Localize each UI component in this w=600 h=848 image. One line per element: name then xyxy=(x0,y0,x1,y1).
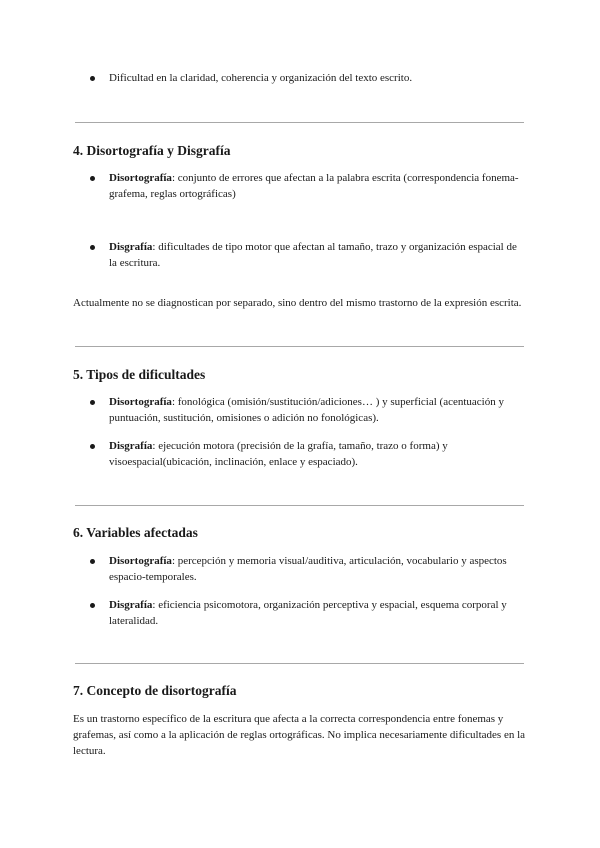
section-4-paragraph: Actualmente no se diagnostican por separado, sino dentro del mismo trastorno de la expresión escrita. xyxy=(73,297,522,309)
bullet-text: : ejecución motora (precisión de la grafía, tamaño, trazo o forma) y visoespacial(ubicación, inclinación, enlace y espaciado). xyxy=(109,440,448,468)
bullet-term: Disortografía xyxy=(109,172,172,184)
section-title-7: 7. Concepto de disortografía xyxy=(73,683,237,698)
section-divider xyxy=(75,346,524,347)
bullet-disortografia-5 xyxy=(109,394,524,426)
bullet-text: : conjunto de errores que afectan a la palabra escrita (correspondencia fonema-grafema, reglas ortográficas) xyxy=(109,172,519,200)
section-divider xyxy=(75,505,524,506)
bullet-disortografia-6 xyxy=(109,553,524,585)
section-title-6: 6. Variables afectadas xyxy=(73,525,198,540)
bullet-term: Disortografía xyxy=(109,396,172,408)
bullet-text: : fonológica (omisión/sustitución/adiciones… ) y superficial (acentuación y puntuación, sustitución, omisiones o adición no fonológicas). xyxy=(109,396,504,424)
bullet-term: Disgrafía xyxy=(109,440,153,452)
bullet-term: Disgrafía xyxy=(109,599,153,611)
section-divider xyxy=(75,663,524,664)
bullet-text: : eficiencia psicomotora, organización perceptiva y espacial, esquema corporal y lateralidad. xyxy=(109,599,507,627)
bullet-term: Disgrafía xyxy=(109,241,153,253)
section-title-5: 5. Tipos de dificultades xyxy=(73,367,206,382)
bullet-disortografia-4 xyxy=(109,170,524,202)
section-7-paragraph: Es un trastorno específico de la escritura que afecta a la correcta correspondencia entre fonemas y grafemas, así como a la aplicación de reglas ortográficas. No implica necesariamente dificultades en la lectura. xyxy=(73,713,526,757)
intro-bullet xyxy=(109,70,524,86)
bullet-term: Disortografía xyxy=(109,555,172,567)
section-divider xyxy=(75,122,524,123)
bullet-disgrafia-5 xyxy=(109,438,524,470)
section-title-4: 4. Disortografía y Disgrafía xyxy=(73,143,231,158)
intro-bullet-text: Dificultad en la claridad, coherencia y organización del texto escrito. xyxy=(109,72,413,84)
bullet-disgrafia-6 xyxy=(109,597,524,629)
bullet-text: : percepción y memoria visual/auditiva, articulación, vocabulario y aspectos espacio-temporales. xyxy=(109,555,507,583)
bullet-disgrafia-4 xyxy=(109,239,524,271)
bullet-text: : dificultades de tipo motor que afectan al tamaño, trazo y organización espacial de la escritura. xyxy=(109,241,517,269)
